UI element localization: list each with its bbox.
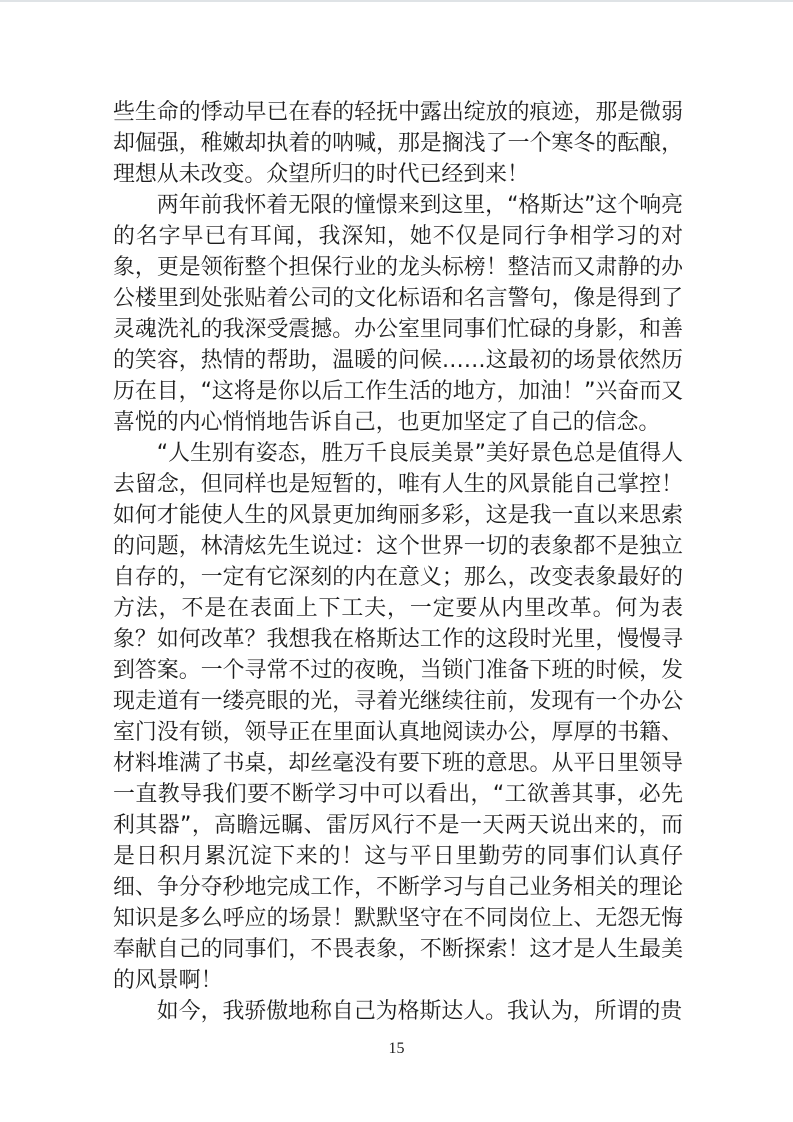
paragraph: 如今，我骄傲地称自己为格斯达人。我认为，所谓的贵: [156, 999, 683, 1024]
page-number: 15: [388, 1040, 405, 1057]
paragraph-continuation: 些生命的悸动早已在春的轻抚中露出绽放的痕迹，那是微弱却倔强，稚嫩却执着的呐喊，那是搁浅了一个寒冬的酝酿，理想从未改变。众望所归的时代已经到来！: [113, 100, 683, 187]
paragraph: “人生别有姿态，胜万千良辰美景”美好景色总是值得人去留念，但同样也是短暂的，唯有人生的风景能自己掌控！如何才能使人生的风景更加绚丽多彩，这是我一直以来思索的问题，林清炫先生说过：这个世界一切的表象都不是独立自存的，一定有它深刻的内在意义；那么，改变表象最好的方法，不是在表面上下工夫，一定要从内里改革。何为表象？如何改革？我想我在格斯达工作的这段时光里，慢慢寻到答案。一个寻常不过的夜晚，当锁门准备下班的时候，发现走道有一缕亮眼的光，寻着光继续往前，发现有一个办公室门没有锁，领导正在里面认真地阅读办公，厚厚的书籍、材料堆满了书桌，却丝毫没有要下班的意思。从平日里领导一直教导我们要不断学习中可以看出，“工欲善其事，必先利其器”，高瞻远瞩、雷厉风行不是一天两天说出来的，而是日积月累沉淀下来的！这与平日里勤劳的同事们认真仔细、争分夺秒地完成工作，不断学习与自己业务相关的理论知识是多么呼应的场景！默默坚守在不同岗位上、无怨无悔奉献自己的同事们，不畏表象，不断探索！这才是人生最美的风景啊！: [113, 441, 683, 993]
document-body: [113, 97, 683, 1027]
paragraph: 两年前我怀着无限的憧憬来到这里，“格斯达”这个响亮的名字早已有耳闻，我深知，她不仅是同行争相学习的对象，更是领衔整个担保行业的龙头标榜！整洁而又肃静的办公楼里到处张贴着公司的文化标语和名言警句，像是得到了灵魂洗礼的我深受震撼。办公室里同事们忙碌的身影，和善的笑容，热情的帮助，温暖的问候……这最初的场景依然历历在目，“这将是你以后工作生活的地方，加油！”兴奋而又喜悦的内心悄悄地告诉自己，也更加坚定了自己的信念。: [113, 193, 683, 435]
